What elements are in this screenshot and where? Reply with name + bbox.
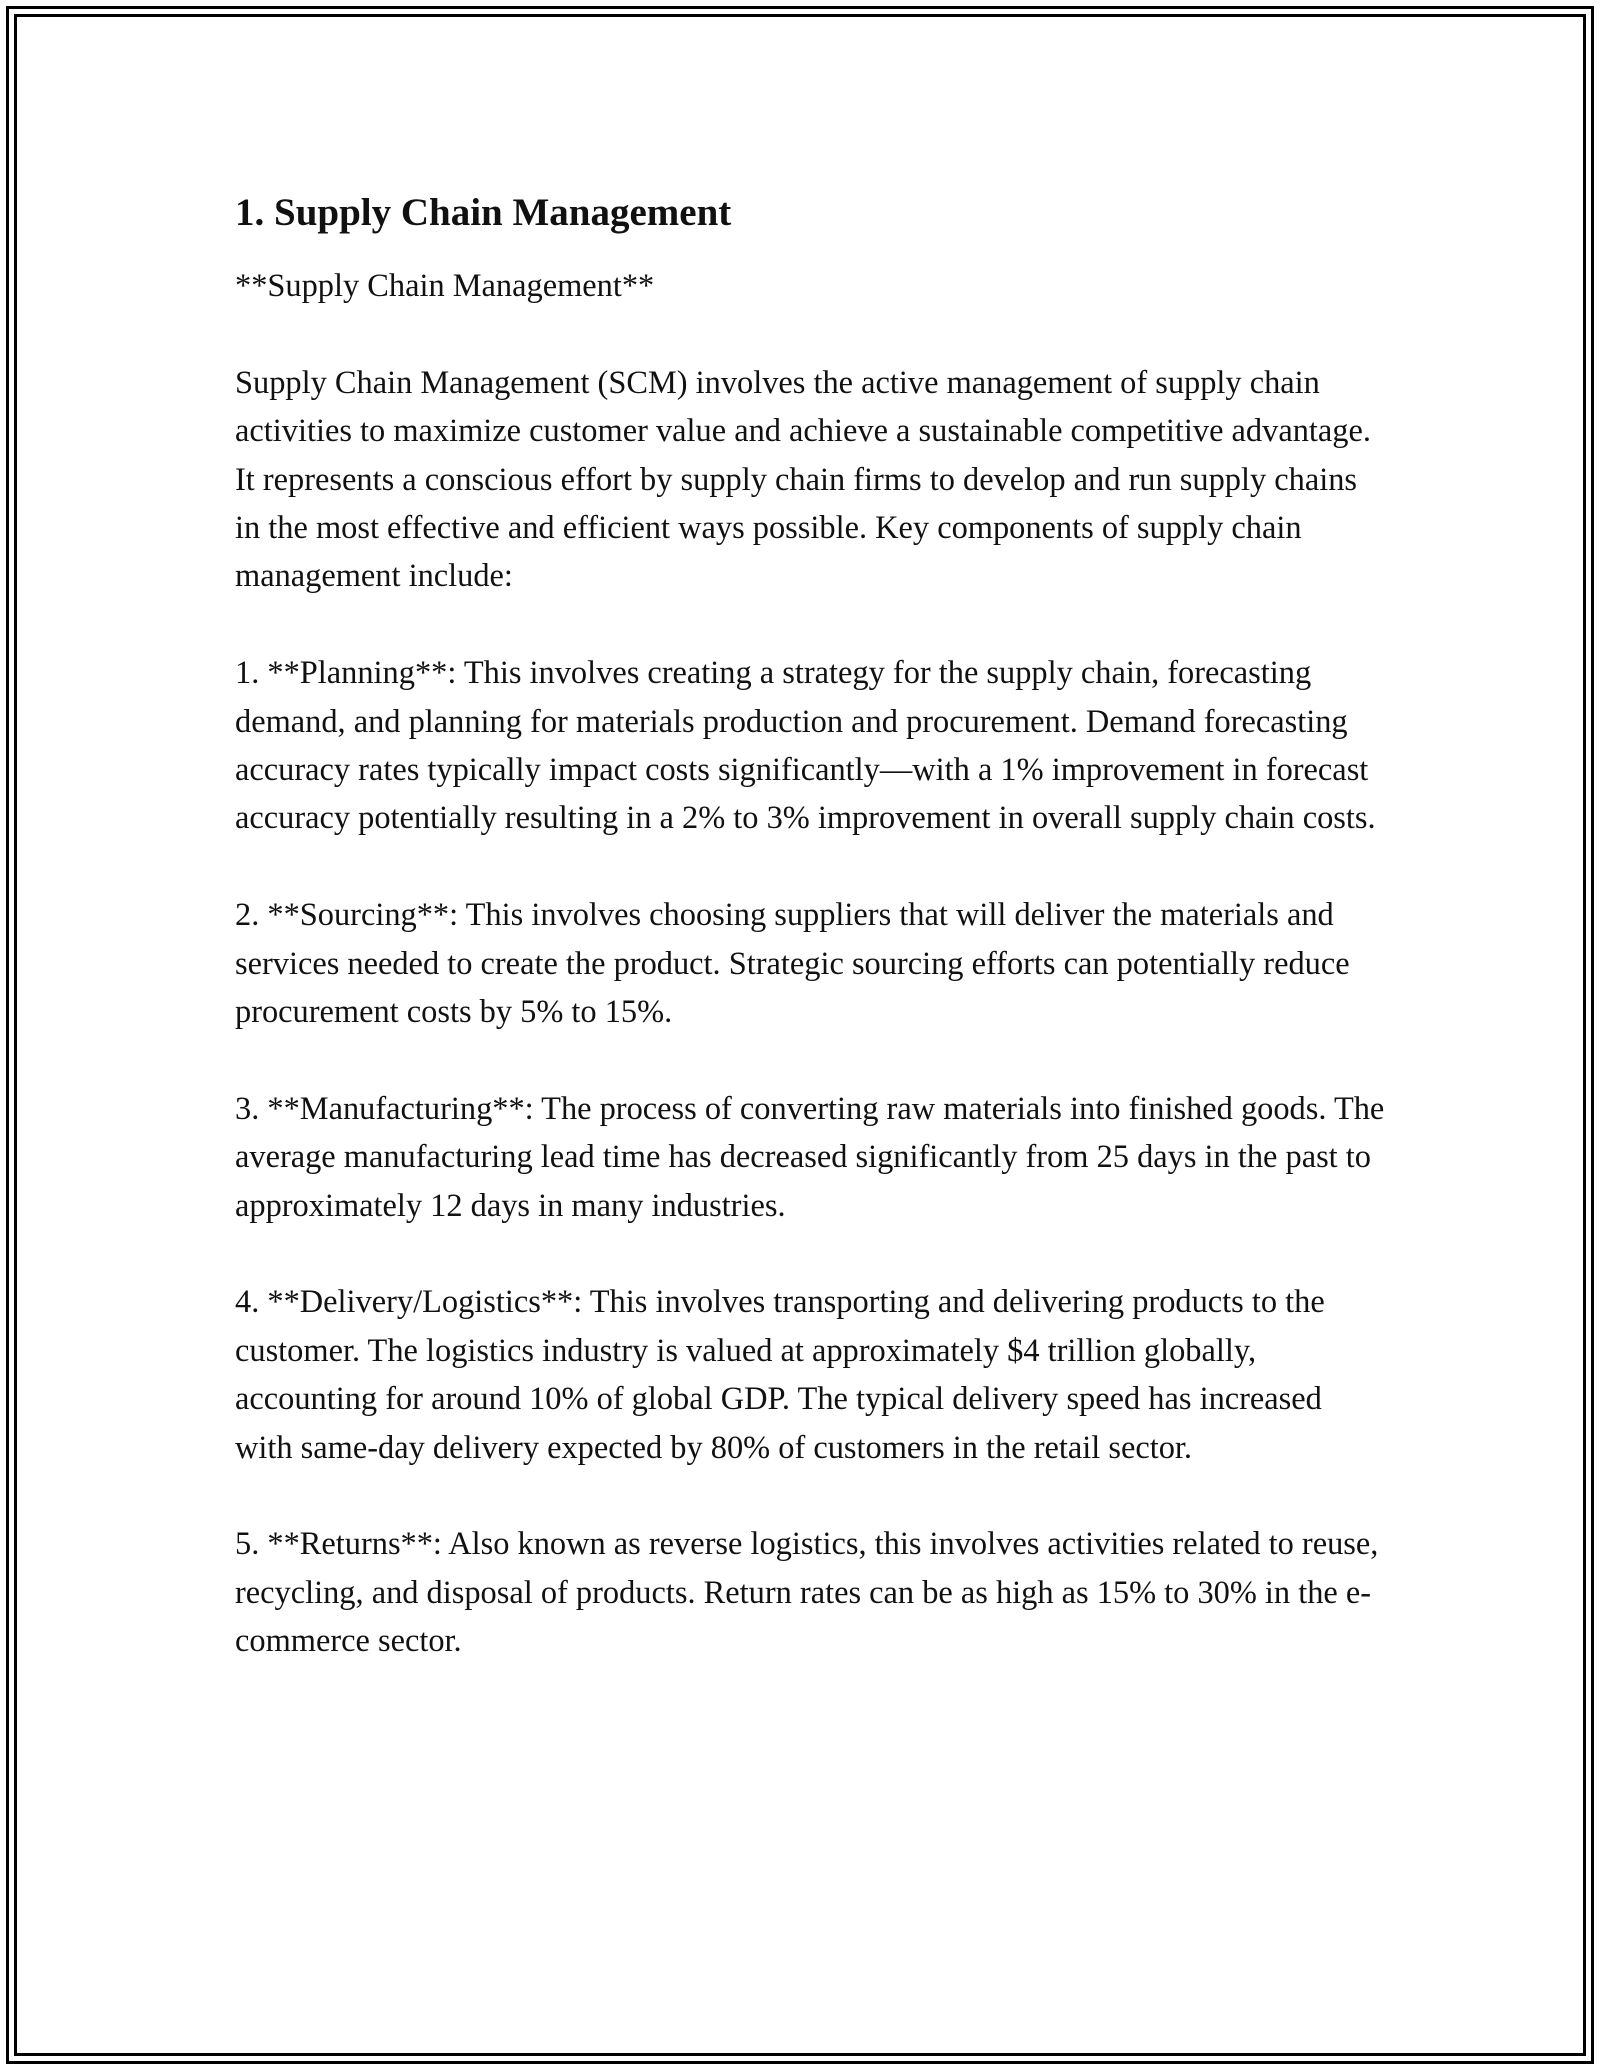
list-item-sourcing: 2. **Sourcing**: This involves choosing suppliers that will deliver the materials and services needed to create the product. Strategic sourcing efforts can potentially reduce procurement costs by 5% to 15%. <box>235 897 1350 1031</box>
list-item-manufacturing: 3. **Manufacturing**: The process of converting raw materials into finished goods. The average manufacturing lead time has decreased significantly from 25 days in the past to approximately 12 days in many industries. <box>235 1090 1385 1224</box>
list-item-returns: 5. **Returns**: Also known as reverse logistics, this involves activities related to reuse, recycling, and disposal of products. Return rates can be as high as 15% to 30% in the e-commerce sector. <box>235 1526 1379 1660</box>
list-item-delivery-logistics: 4. **Delivery/Logistics**: This involves transporting and delivering products to the customer. The logistics industry is valued at approximately $4 trillion globally, accounting for around 10% of global GDP. The typical delivery speed has increased with same-day delivery expected by 80% of customers in the retail sector. <box>235 1284 1325 1466</box>
list-item-planning: 1. **Planning**: This involves creating a strategy for the supply chain, forecasting demand, and planning for materials production and procurement. Demand forecasting accuracy rates typically impact costs significantly—with a 1% improvement in forecast accuracy potentially resulting in a 2% to 3% improvement in overall supply chain costs. <box>235 655 1376 837</box>
intro-paragraph: Supply Chain Management (SCM) involves the active management of supply chain activities to maximize customer value and achieve a sustainable competitive advantage. It represents a conscious effort by supply chain firms to develop and run supply chains in the most effective and efficient ways possible. Key components of supply chain management include: <box>235 364 1371 595</box>
document-body <box>235 186 1385 1714</box>
document-subtitle: **Supply Chain Management** <box>235 268 655 304</box>
document-title: 1. Supply Chain Management <box>235 191 732 234</box>
